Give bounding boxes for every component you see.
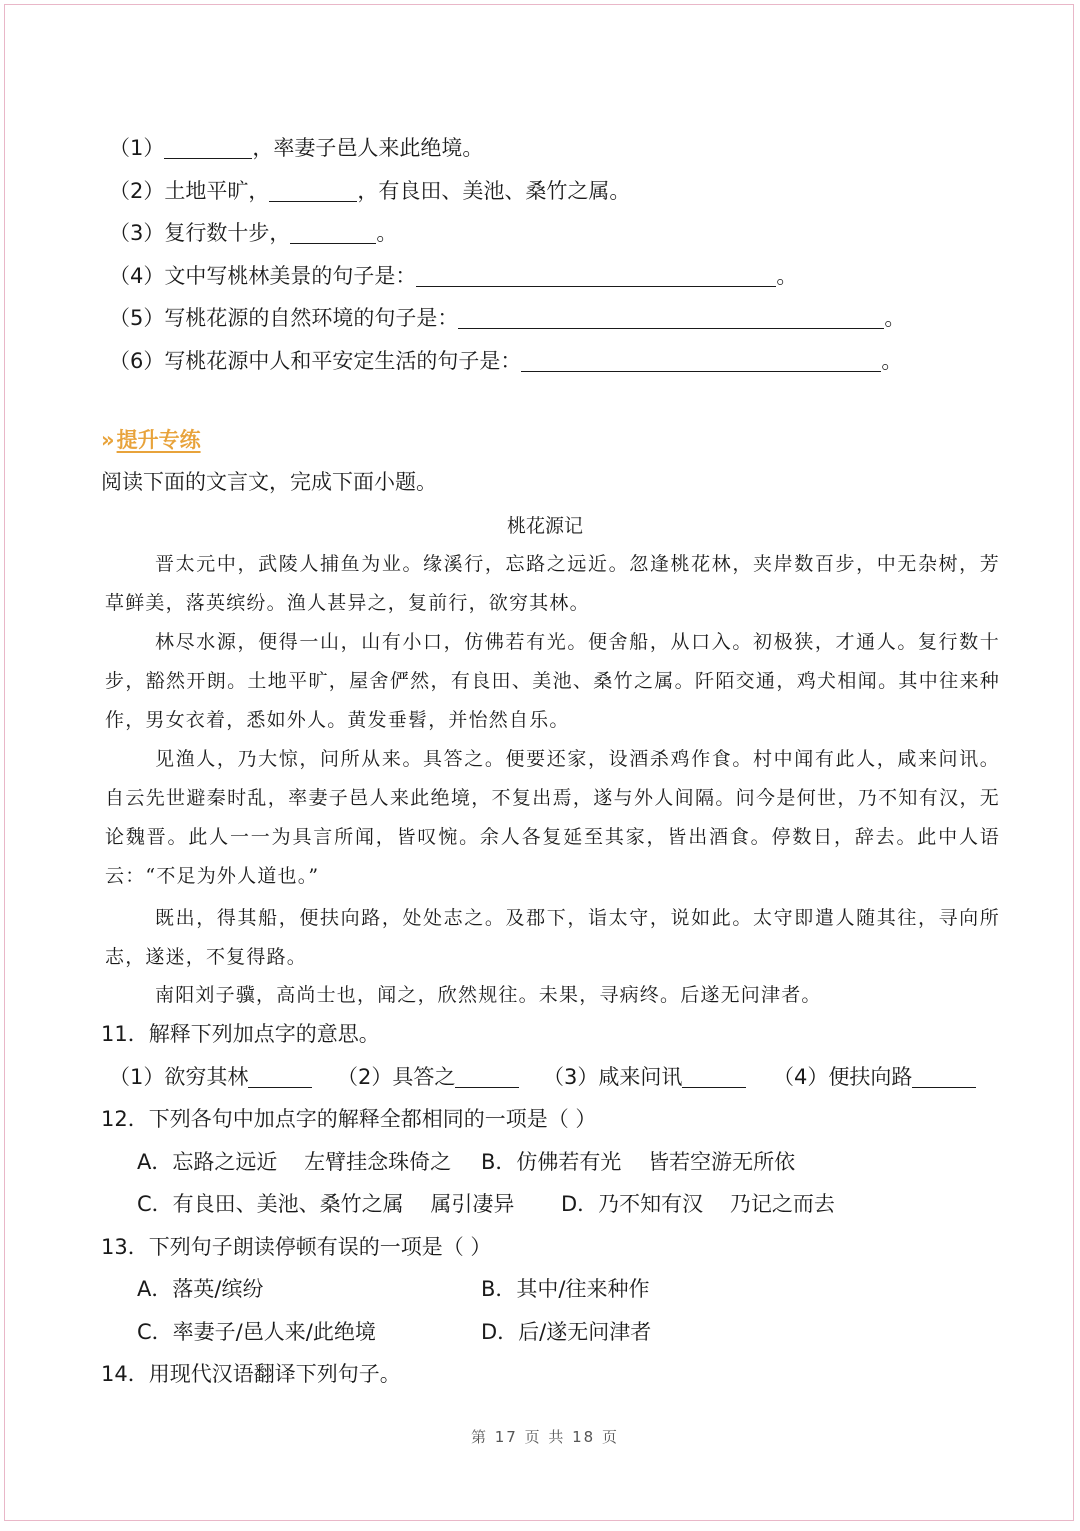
page-number: 第 17 页 共 18 页 — [470, 1428, 619, 1446]
question-13-stem: 13．下列句子朗读停顿有误的一项是（ ） — [101, 1235, 492, 1259]
q11-item-1 — [109, 1062, 312, 1092]
fill-item-1 — [109, 133, 483, 163]
item-text-before: 土地平旷， — [164, 179, 270, 203]
item-number: （4） — [109, 264, 165, 288]
item-number: （1） — [109, 136, 165, 160]
item-number: （2） — [109, 179, 165, 203]
q11-item-3 — [543, 1062, 746, 1092]
answer-blank[interactable] — [164, 136, 252, 159]
item-text-after: 。 — [884, 306, 906, 330]
passage-paragraph-2: 林尽水源，便得一山，山有小口，仿佛若有光。便舍船，从口入。初极狭，才通人。复行数十步，豁然开朗。土地平旷，屋舍俨然，有良田、美池、桑竹之属。阡陌交通，鸡犬相闻。其中往来种作，男女衣着，悉如外人。黄发垂髫，并怡然自乐。 — [105, 631, 1000, 731]
answer-blank[interactable] — [521, 349, 881, 372]
item-text-after: 。 — [776, 264, 798, 288]
q12-option-a[interactable]: A．忘路之远近 左臂挂念珠倚之 — [137, 1150, 452, 1174]
fill-item-2 — [109, 176, 630, 206]
item-text-before: 复行数十步， — [164, 221, 291, 245]
passage-paragraph-3: 见渔人，乃大惊，问所从来。具答之。便要还家，设酒杀鸡作食。村中闻有此人，咸来问讯。自云先世避秦时乱，率妻子邑人来此绝境，不复出焉，遂与外人间隔。问今是何世，乃不知有汉，无论魏晋。此人一一为具言所闻，皆叹惋。余人各复延至其家，皆出酒食。停数日，辞去。此中人语云：“不足为外人道也。” — [105, 748, 1000, 887]
instruction: 阅读下面的文言文，完成下面小题。 — [101, 470, 437, 494]
answer-blank[interactable] — [269, 179, 357, 202]
item-number: （3） — [109, 221, 165, 245]
answer-blank[interactable] — [458, 306, 884, 329]
q11-item-4 — [773, 1062, 976, 1092]
answer-blank[interactable] — [455, 1065, 519, 1088]
answer-blank[interactable] — [290, 221, 376, 244]
fill-item-5 — [109, 303, 905, 333]
item-text-after: ，率妻子邑人来此绝境。 — [252, 136, 484, 160]
question-14-stem: 14．用现代汉语翻译下列句子。 — [101, 1362, 401, 1386]
fill-item-3 — [109, 218, 397, 248]
section-heading — [101, 425, 201, 455]
answer-blank[interactable] — [248, 1065, 312, 1088]
q11-item-label: （3）咸来问讯 — [543, 1065, 683, 1089]
q11-item-2 — [337, 1062, 519, 1092]
passage-paragraph-4: 既出，得其船，便扶向路，处处志之。及郡下，诣太守，说如此。太守即遣人随其往，寻向所志，遂迷，不复得路。 — [105, 907, 1000, 968]
item-text-after: 。 — [881, 349, 903, 373]
q12-option-b[interactable]: B．仿佛若有光 皆若空游无所依 — [481, 1150, 796, 1174]
item-text-before: 写桃花源中人和平安定生活的句子是： — [164, 349, 522, 373]
q13-option-a[interactable]: A．落英/缤纷 — [137, 1277, 264, 1301]
q13-option-b[interactable]: B．其中/往来种作 — [481, 1277, 650, 1301]
question-12-stem: 12．下列各句中加点字的解释全都相同的一项是（ ） — [101, 1107, 597, 1131]
passage-paragraph-1: 晋太元中，武陵人捕鱼为业。缘溪行，忘路之远近。忽逢桃花林，夹岸数百步，中无杂树，芳草鲜美，落英缤纷。渔人甚异之，复前行，欲穷其林。 — [105, 553, 1000, 614]
fill-item-6 — [109, 346, 902, 376]
answer-blank[interactable] — [912, 1065, 976, 1088]
q11-item-label: （1）欲穷其林 — [109, 1065, 249, 1089]
item-text-after: 。 — [376, 221, 398, 245]
double-chevron-icon: » — [101, 428, 115, 452]
q13-option-c[interactable]: C．率妻子/邑人来/此绝境 — [137, 1320, 376, 1344]
q11-item-label: （2）具答之 — [337, 1065, 456, 1089]
section-title-text: 提升专练 — [116, 428, 201, 452]
q11-item-label: （4）便扶向路 — [773, 1065, 913, 1089]
q13-option-d[interactable]: D．后/遂无问津者 — [481, 1320, 652, 1344]
answer-blank[interactable] — [682, 1065, 746, 1088]
item-number: （5） — [109, 306, 165, 330]
document-page — [4, 4, 1074, 1521]
item-text-before: 文中写桃林美景的句子是： — [164, 264, 417, 288]
passage-title: 桃花源记 — [506, 515, 583, 537]
question-11-stem: 11．解释下列加点字的意思。 — [101, 1022, 380, 1046]
answer-blank[interactable] — [416, 264, 776, 287]
q12-option-c[interactable]: C．有良田、美池、桑竹之属 属引凄异 — [137, 1192, 515, 1216]
passage-paragraph-5: 南阳刘子骥，高尚士也，闻之，欣然规往。未果，寻病终。后遂无问津者。 — [155, 984, 822, 1006]
fill-item-4 — [109, 261, 797, 291]
item-text-before: 写桃花源的自然环境的句子是： — [164, 306, 459, 330]
item-text-after: ，有良田、美池、桑竹之属。 — [357, 179, 631, 203]
q12-option-d[interactable]: D．乃不知有汉 乃记之而去 — [561, 1192, 835, 1216]
item-number: （6） — [109, 349, 165, 373]
